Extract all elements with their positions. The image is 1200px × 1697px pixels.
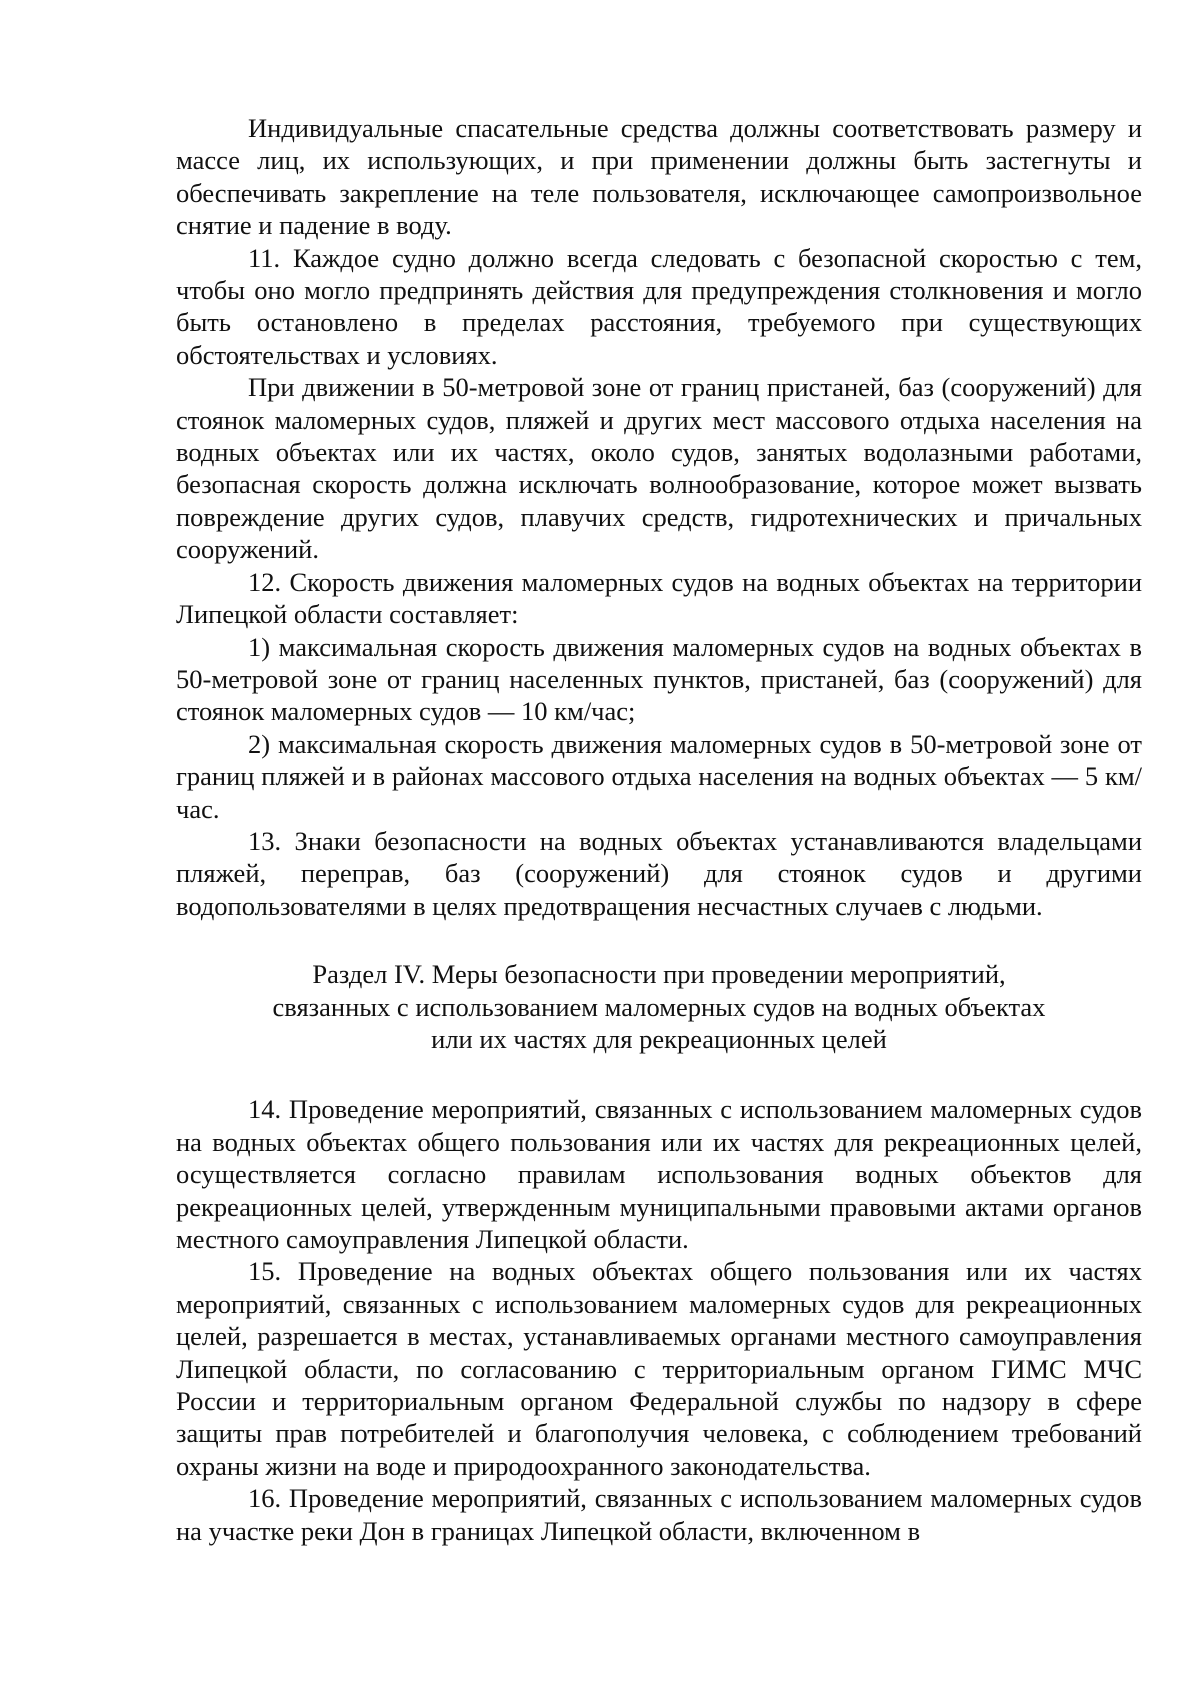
paragraph-11-safe-speed: 11. Каждое судно должно всегда следовать с безопасной скоростью с тем, чтобы оно могло предпринять действия для предупреждения столкновения и могло быть остановлено в пределах расстояния, требуемого при существующих обстоятельствах и условиях. bbox=[176, 242, 1142, 370]
paragraph-13-safety-signs: 13. Знаки безопасности на водных объектах устанавливаются владельцами пляжей, переправ, баз (сооружений) для стоянок судов и другими водопользователями в целях предотвращения несчастных случаев с людьми. bbox=[176, 825, 1142, 921]
section-heading bbox=[176, 958, 1142, 1055]
document-body bbox=[176, 112, 1142, 1547]
paragraph-50m-zone-speed: При движении в 50-метровой зоне от границ пристаней, баз (сооружений) для стоянок маломерных судов, пляжей и других мест массового отдыха населения на водных объектах или их частях, около судов, занятых водолазными работами, безопасная скорость должна исключать волнообразование, которое может вызвать повреждение других судов, плавучих средств, гидротехнических и причальных сооружений. bbox=[176, 372, 1142, 565]
paragraph-12-item-2: 2) максимальная скорость движения маломерных судов в 50-метровой зоне от границ пляжей и в районах массового отдыха населения на водных объектах — 5 км/час. bbox=[176, 728, 1142, 824]
paragraph-life-saving-equipment: Индивидуальные спасательные средства должны соответствовать размеру и массе лиц, их использующих, и при применении должны быть застегнуты и обеспечивать закрепление на теле пользователя, исключающее самопроизвольное снятие и падение в воду. bbox=[176, 113, 1142, 241]
paragraph-12-speed-limits: 12. Скорость движения маломерных судов на водных объектах на территории Липецкой области составляет: bbox=[176, 566, 1142, 630]
paragraph-12-item-1: 1) максимальная скорость движения маломерных судов на водных объектах в 50-метровой зоне от границ населенных пунктов, пристаней, баз (сооружений) для стоянок маломерных судов — 10 км/час; bbox=[176, 631, 1142, 727]
paragraph-14-recreational-events: 14. Проведение мероприятий, связанных с использованием маломерных судов на водных объектах общего пользования или их частях для рекреационных целей, осуществляется согласно правилам использования водных объектов для рекреационных целей, утвержденным муниципальными правовыми актами органов местного самоуправления Липецкой области. bbox=[176, 1094, 1142, 1254]
section-heading-line-1: Раздел IV. Меры безопасности при проведении мероприятий, bbox=[312, 959, 1006, 990]
section-heading-line-2: связанных с использованием маломерных судов на водных объектах bbox=[272, 991, 1046, 1022]
paragraph-15-event-locations: 15. Проведение на водных объектах общего пользования или их частях мероприятий, связанных с использованием маломерных судов для рекреационных целей, разрешается в местах, устанавливаемых органами местного самоуправления Липецкой области, по согласованию с территориальным органом ГИМС МЧС России и территориальным органом Федеральной службы по надзору в сфере защиты прав потребителей и благополучия человека, с соблюдением требований охраны жизни на воде и природоохранного законодательства. bbox=[176, 1256, 1142, 1481]
section-heading-line-3: или их частях для рекреационных целей bbox=[431, 1023, 887, 1054]
paragraph-16-don-river: 16. Проведение мероприятий, связанных с использованием маломерных судов на участке реки Дон в границах Липецкой области, включенном в bbox=[176, 1483, 1142, 1546]
